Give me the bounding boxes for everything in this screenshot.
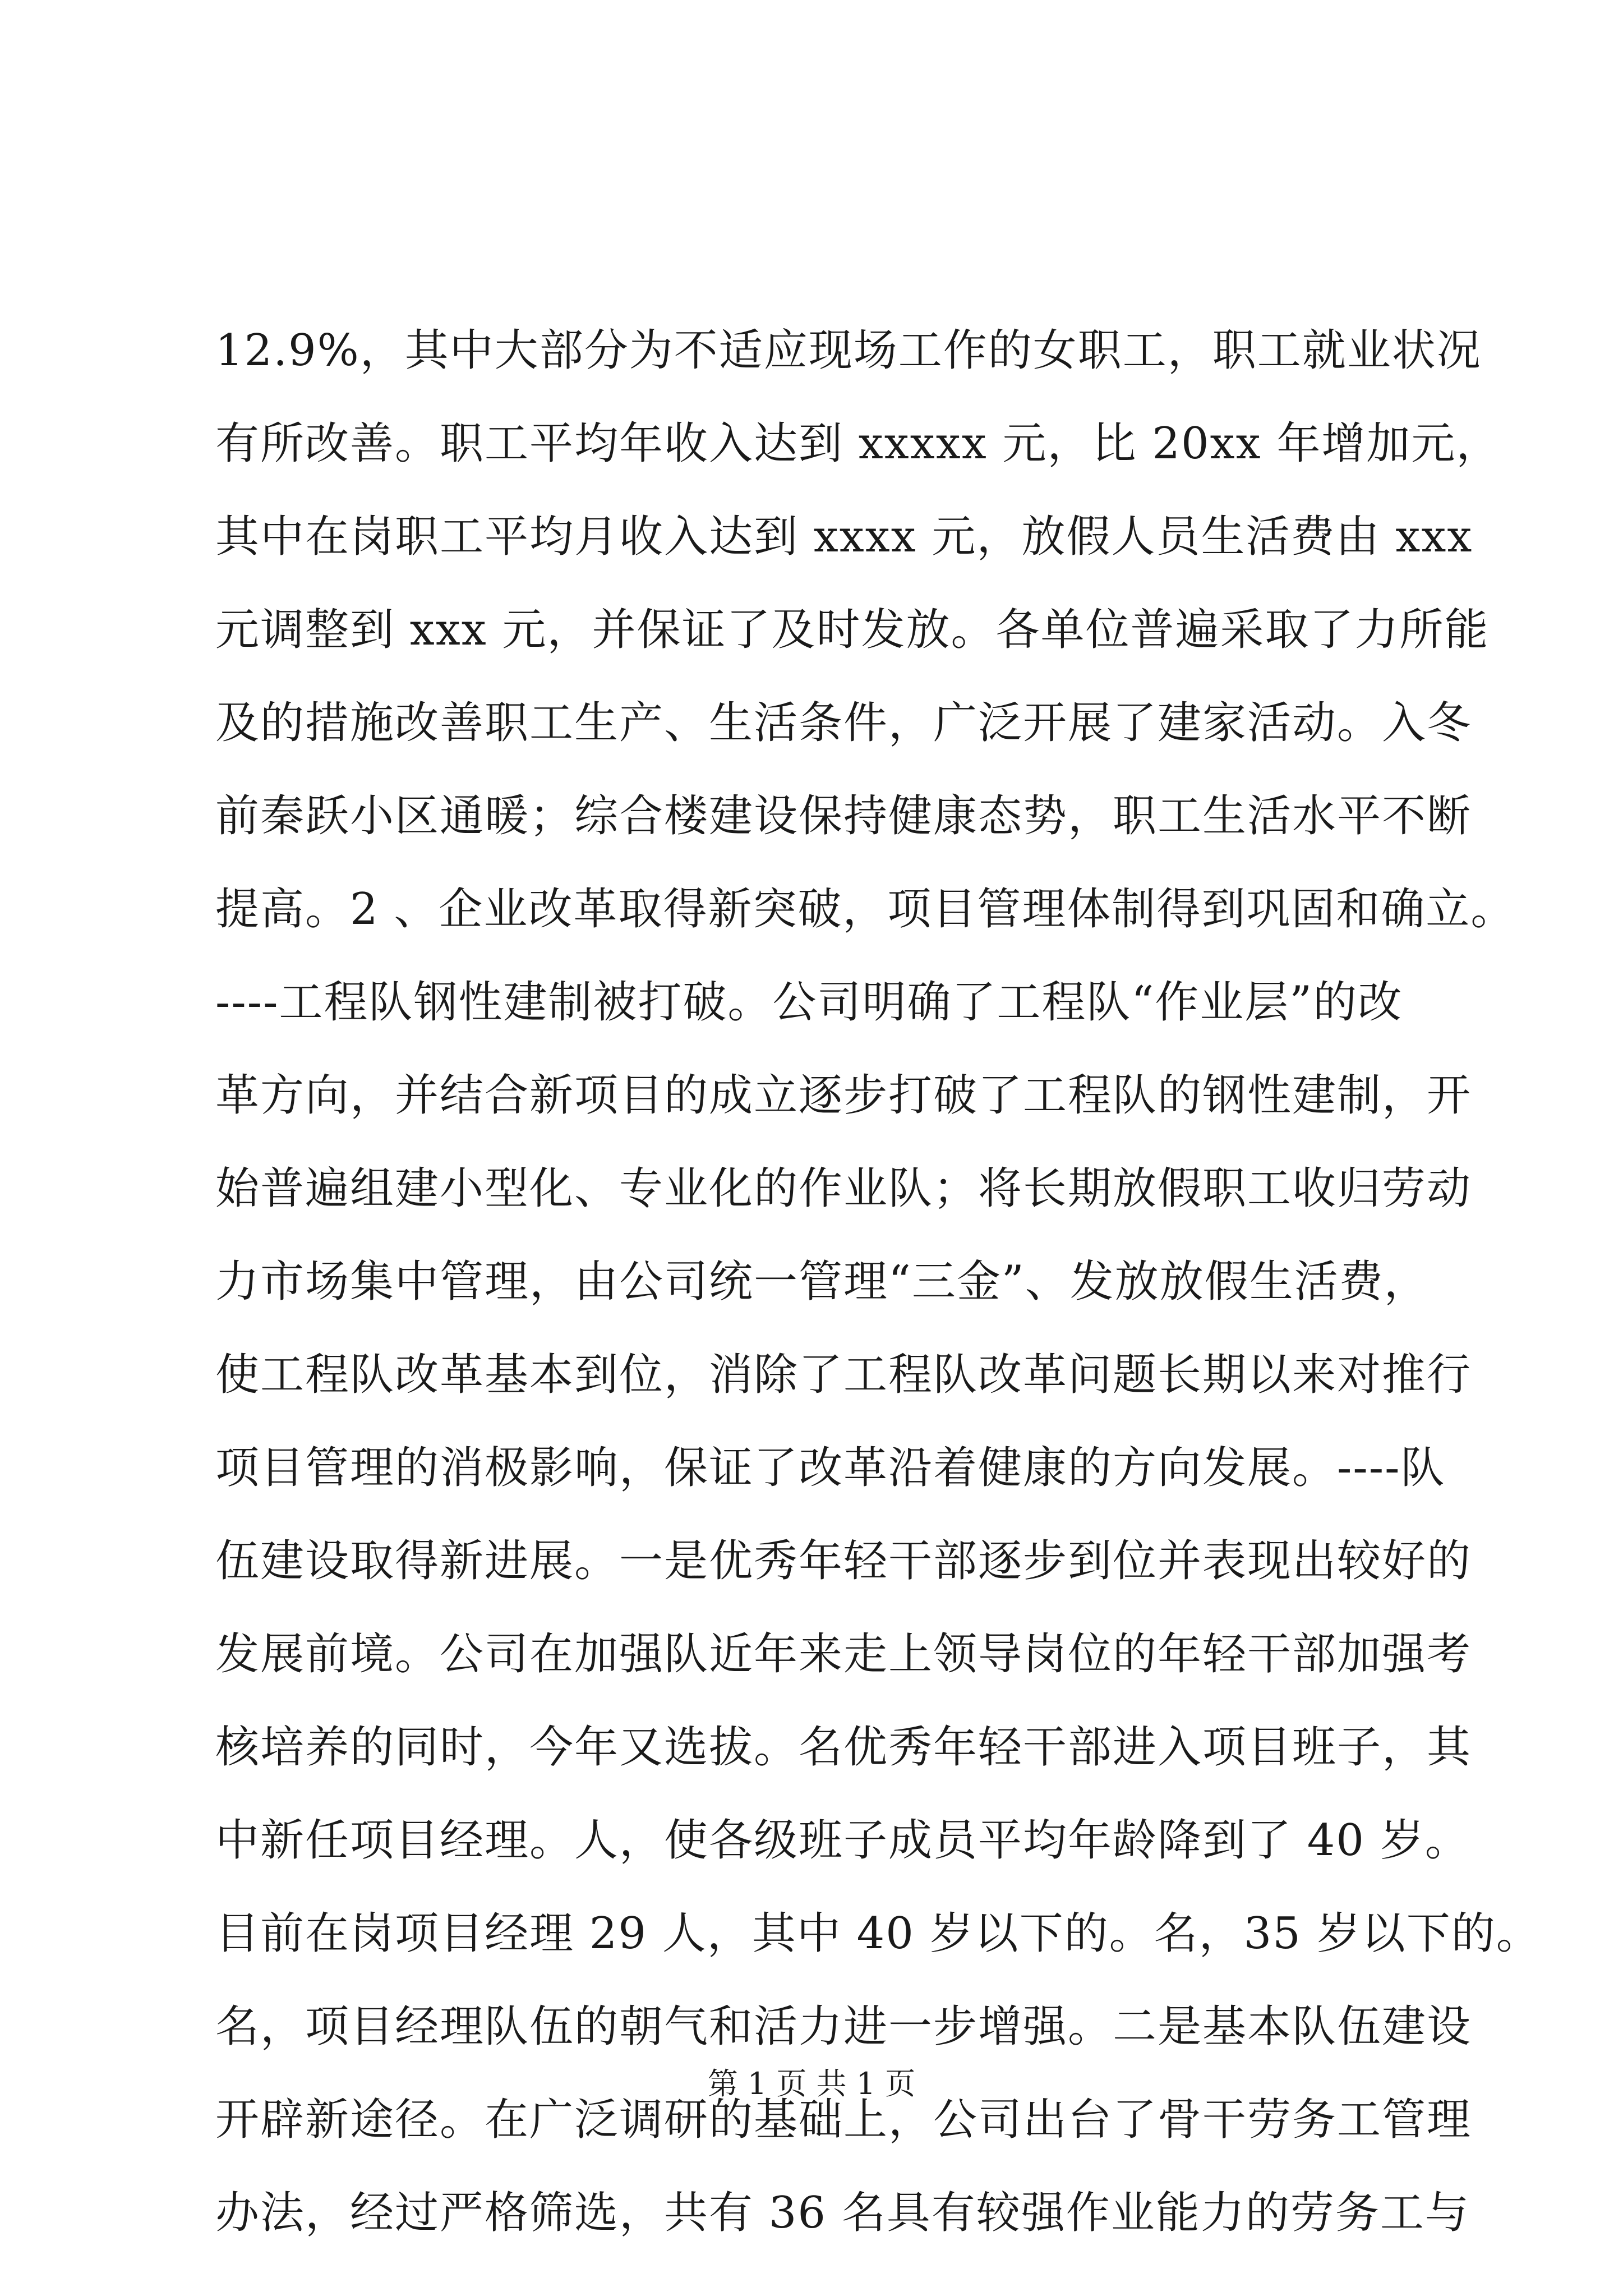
page-footer <box>0 2064 1623 2104</box>
body-line: 及的措施改善职工生产、生活条件，广泛开展了建家活动。入冬 <box>215 698 1472 748</box>
body-line: 有所改善。职工平均年收入达到 xxxxx 元，比 20xx 年增加元， <box>215 418 1501 469</box>
body-line: 力市场集中管理，由公司统一管理“三金”、发放放假生活费， <box>215 1257 1429 1307</box>
body-line: ----工程队钢性建制被打破。公司明确了工程队“作业层”的改 <box>215 977 1403 1028</box>
body-line: 中新任项目经理。人，使各级班子成员平均年龄降到了 40 岁。 <box>215 1815 1470 1866</box>
body-line: 始普遍组建小型化、专业化的作业队；将长期放假职工收归劳动 <box>215 1163 1472 1214</box>
body-line: 12.9%，其中大部分为不适应现场工作的女职工，职工就业状况 <box>215 325 1482 376</box>
body-line: 开辟新途径。在广泛调研的基础上，公司出台了骨干劳务工管理 <box>215 2095 1472 2145</box>
body-line: 核培养的同时，今年又选拔。名优秀年轻干部进入项目班子，其 <box>215 1722 1472 1773</box>
body-line: 其中在岗职工平均月收入达到 xxxx 元，放假人员生活费由 xxx <box>215 512 1473 562</box>
body-line: 提高。2 、企业改革取得新突破，项目管理体制得到巩固和确立。 <box>215 884 1516 935</box>
body-line: 革方向，并结合新项目的成立逐步打破了工程队的钢性建制，开 <box>215 1070 1472 1121</box>
body-line: 名，项目经理队伍的朝气和活力进一步增强。二是基本队伍建设 <box>215 2001 1472 2052</box>
body-line: 前秦跃小区通暖；综合楼建设保持健康态势，职工生活水平不断 <box>215 791 1472 841</box>
body-line: 使工程队改革基本到位，消除了工程队改革问题长期以来对推行 <box>215 1350 1472 1400</box>
body-line: 目前在岗项目经理 29 人，其中 40 岁以下的。名，35 岁以下的。 <box>215 1908 1541 1959</box>
body-line: 办法，经过严格筛选，共有 36 名具有较强作业能力的劳务工与 <box>215 2188 1470 2238</box>
document-body <box>215 304 1541 2260</box>
page-number-label: 第 1 页 共 1 页 <box>707 2066 916 2101</box>
body-line: 发展前境。公司在加强队近年来走上领导岗位的年轻干部加强考 <box>215 1629 1472 1680</box>
body-line: 项目管理的消极影响，保证了改革沿着健康的方向发展。----队 <box>215 1443 1446 1493</box>
body-line: 元调整到 xxx 元，并保证了及时发放。各单位普遍采取了力所能 <box>215 605 1490 655</box>
body-line: 伍建设取得新进展。一是优秀年轻干部逐步到位并表现出较好的 <box>215 1536 1472 1586</box>
